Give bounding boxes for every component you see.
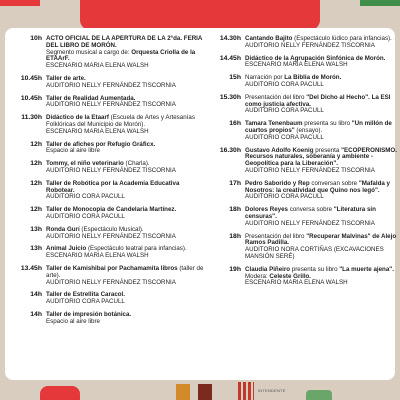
event-venue: AUDITORIO CORA PACULL — [46, 193, 125, 201]
event-time: 19h — [229, 265, 241, 273]
event-time: 12h — [30, 179, 42, 187]
event-description: Taller de Monocopia de Candelaria Martínez. — [46, 206, 177, 214]
event-description: Presentación del libro "Del Dicho al Hecho". La ESI como justicia afectiva. — [245, 93, 391, 108]
footer-logo-maroon — [198, 384, 212, 400]
footer — [0, 380, 400, 400]
schedule-event — [12, 76, 205, 90]
schedule-event — [12, 96, 205, 110]
header-banner — [80, 0, 320, 30]
event-description: Taller de Robótica por la Academia Educativa Robotear. — [46, 179, 180, 194]
event-venue: AUDITORIO NELLY FERNÁNDEZ TISCORNIA — [46, 101, 176, 109]
event-time: 12h — [30, 160, 42, 168]
event-details — [46, 246, 205, 260]
event-venue: AUDITORIO CORA PACULL — [46, 298, 125, 306]
schedule-event — [211, 36, 397, 50]
event-time: 16h — [229, 120, 241, 128]
event-description: Presentación del libro "Recuperar Malvinas" de Alejo Ramos Padilla. — [245, 232, 397, 247]
corner-decoration-left — [0, 0, 40, 6]
event-details — [46, 312, 205, 326]
event-description: Segmento musical a cargo de: Orquesta Criolla de la ETAArF. — [46, 48, 196, 63]
event-details — [46, 96, 205, 110]
event-details — [245, 148, 397, 175]
schedule-event — [12, 292, 205, 306]
event-description: Narración por La Biblia de Morón. — [245, 74, 342, 82]
schedule-column-right — [211, 36, 397, 293]
event-description: Taller de Realidad Aumentada. — [46, 94, 136, 102]
event-details — [46, 181, 205, 201]
event-details — [46, 161, 205, 175]
schedule-event — [211, 75, 397, 89]
event-details — [46, 76, 205, 90]
corner-decoration-right — [360, 0, 400, 6]
event-venue: ESCENARIO MARIA ELENA WALSH — [245, 279, 348, 287]
event-description: Pedro Saborido y Rep conversan sobre "Mafalda y Nosotros: la creatividad que Quino nos legó". — [245, 179, 390, 194]
event-details — [245, 95, 397, 115]
event-description: Taller de Kamishibai por Pachamamita libros (taller de arte). — [46, 264, 204, 279]
event-details — [46, 266, 205, 286]
footer-logo-shape — [40, 386, 80, 400]
event-venue: ESCENARIO MARIA ELENA WALSH — [46, 127, 149, 135]
event-description: Taller de Estrellita Caracol. — [46, 291, 125, 299]
event-details — [46, 227, 205, 241]
event-time: 14.45h — [219, 54, 241, 62]
event-details — [46, 292, 205, 306]
event-venue: AUDITORIO CORA PACULL — [245, 133, 324, 141]
event-venue: AUDITORIO NELLY FERNÁNDEZ TISCORNIA — [46, 232, 176, 240]
event-description: Didáctico de la Etaarf (Escuela de Artes y Artesanías Folklóricas del Municipio de Morón). — [46, 114, 195, 128]
municipality-logo — [238, 382, 254, 400]
event-time: 12h — [30, 206, 42, 214]
event-time: 14h — [30, 310, 42, 318]
event-description: Gustavo Adolfo Koenig presenta "ECOPERONISMO. Recursos naturales, soberanía y ambiente - Geopolítica para la Liberación". — [245, 146, 397, 168]
event-venue: AUDITORIO CORA PACULL — [245, 193, 324, 201]
event-venue: AUDITORIO NORA CORTIÑAS (EXCAVACIONES MANSIÓN SERÉ) — [245, 246, 384, 260]
event-venue: AUDITORIO NELLY FERNÁNDEZ TISCORNIA — [245, 166, 375, 174]
event-description: Espacio al aire libre — [46, 317, 100, 325]
event-venue: AUDITORIO NELLY FERNÁNDEZ TISCORNIA — [46, 278, 176, 286]
event-time: 15h — [229, 74, 241, 82]
event-details — [46, 207, 205, 221]
event-venue: ESCENARIO MARIA ELENA WALSH — [46, 62, 149, 70]
schedule-event — [12, 246, 205, 260]
schedule-event — [211, 121, 397, 141]
event-venue: AUDITORIO CORA PACULL — [245, 80, 324, 88]
event-time: 13h — [30, 245, 42, 253]
event-time: 18h — [229, 232, 241, 240]
event-description: Animal Juicio (Espectáculo teatral para infancias). — [46, 245, 187, 253]
footer-logo-green — [306, 390, 332, 400]
schedule-panel — [5, 28, 395, 380]
event-details — [245, 267, 397, 287]
schedule-event — [211, 207, 397, 227]
schedule-event — [211, 148, 397, 175]
event-details — [245, 234, 397, 261]
event-description: Taller de afiches por Refugio Gráficx. — [46, 140, 156, 148]
schedule-event — [211, 267, 397, 287]
event-time: 10h — [30, 35, 42, 42]
event-description: Didáctico de la Agrupación Sinfónica de Morón. — [245, 54, 386, 62]
event-venue: AUDITORIO CORA PACULL — [46, 212, 125, 220]
event-details — [46, 36, 205, 70]
event-time: 14.30h — [219, 35, 241, 42]
event-time: 10.45h — [20, 94, 42, 102]
schedule-event — [211, 234, 397, 261]
event-details — [245, 207, 397, 227]
event-description: Claudia Piñeiro presenta su libro "La muerte ajena". Modera: Celeste Grillo. — [245, 265, 394, 280]
schedule-event — [211, 181, 397, 201]
schedule-event — [12, 207, 205, 221]
event-details — [245, 75, 397, 89]
event-time: 17h — [229, 179, 241, 187]
event-venue: AUDITORIO NELLY FERNÁNDEZ TISCORNIA — [245, 219, 375, 227]
schedule-event — [12, 115, 205, 135]
schedule-event — [211, 56, 397, 70]
intendente-label: INTENDENTE — [258, 388, 286, 393]
event-time: 15.30h — [219, 93, 241, 101]
event-description: Tamara Tenenbaum presenta su libro "Un millón de cuartos propios" (ensayo). — [245, 120, 392, 134]
event-venue: AUDITORIO NELLY FERNÁNDEZ TISCORNIA — [46, 166, 176, 174]
schedule-event — [12, 181, 205, 201]
schedule-event — [12, 161, 205, 175]
event-time: 14h — [30, 291, 42, 299]
event-description: Espacio al aire libre — [46, 147, 100, 155]
schedule-event — [12, 142, 205, 156]
event-details — [46, 115, 205, 135]
schedule-event — [12, 266, 205, 286]
schedule-event — [12, 312, 205, 326]
event-time: 13.45h — [20, 264, 42, 272]
event-description: Ronda Gurí (Espectáculo Musical). — [46, 225, 144, 233]
event-venue: AUDITORIO NELLY FERNÁNDEZ TISCORNIA — [46, 81, 176, 89]
event-venue: AUDITORIO CORA PACULL — [245, 107, 324, 115]
footer-logo-gold — [176, 384, 190, 400]
event-venue: ESCENARIO MARIA ELENA WALSH — [245, 61, 348, 69]
schedule-column-left — [12, 36, 205, 332]
event-description: Taller de impresión botánica. — [46, 310, 132, 318]
schedule-event — [12, 36, 205, 70]
event-description: Tommy, el niño veterinario (Charla). — [46, 160, 150, 168]
event-venue: ESCENARIO MARIA ELENA WALSH — [46, 252, 149, 260]
event-time: 10.45h — [20, 74, 42, 82]
event-details — [245, 181, 397, 201]
event-details — [245, 121, 397, 141]
schedule-event — [211, 95, 397, 115]
event-description: ACTO OFICIAL DE LA APERTURA DE LA 2°da. FERIA DEL LIBRO DE MORÓN. — [46, 35, 203, 49]
schedule-event — [12, 227, 205, 241]
event-time: 16.30h — [219, 146, 241, 154]
event-time: 11.30h — [21, 114, 42, 122]
event-details — [46, 142, 205, 156]
event-venue: AUDITORIO NELLY FERNÁNDEZ TISCORNIA — [245, 41, 375, 49]
event-time: 13h — [30, 225, 42, 233]
event-description: Taller de arte. — [46, 74, 86, 82]
event-time: 12h — [30, 140, 42, 148]
event-details — [245, 56, 397, 70]
event-description: Cantando Bajito (Espectáculo lúdico para infancias). — [245, 35, 392, 42]
event-details — [245, 36, 397, 50]
event-description: Dolores Reyes conversa sobre "Literatura sin censuras". — [245, 206, 376, 220]
event-time: 18h — [229, 206, 241, 214]
